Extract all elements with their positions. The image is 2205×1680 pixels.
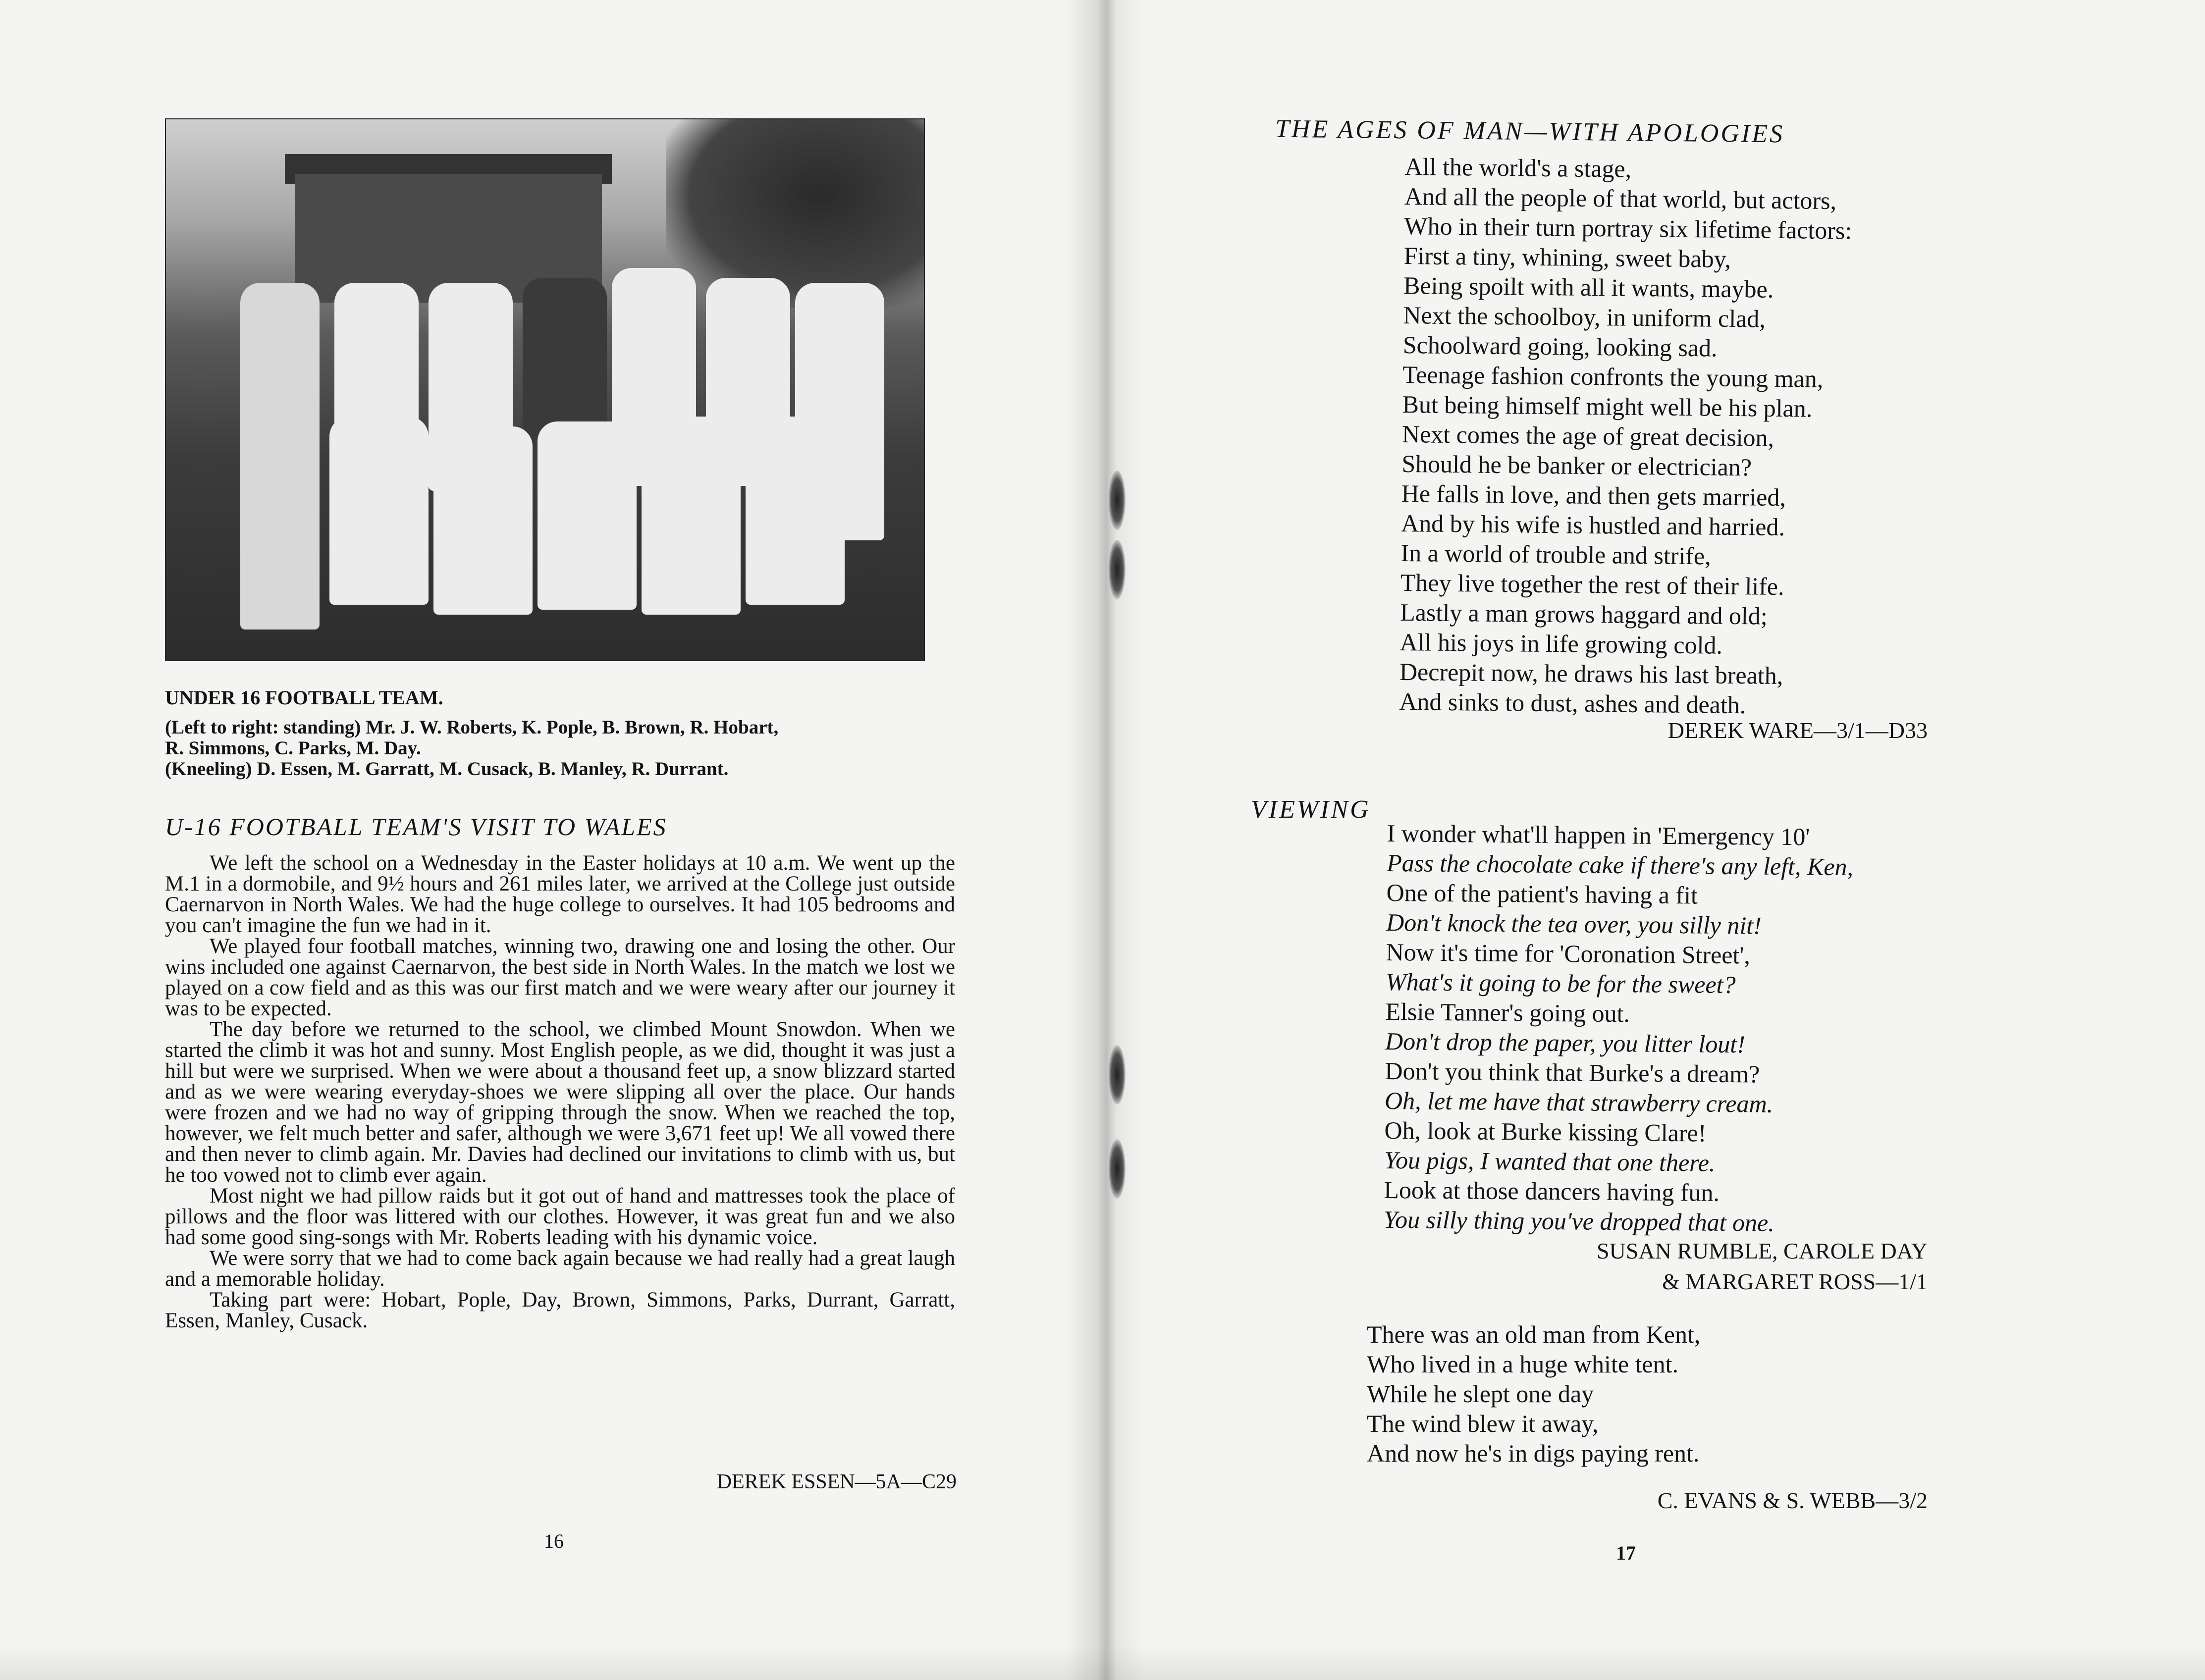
photo-caption	[165, 717, 958, 780]
page-number-right: 17	[1616, 1542, 1636, 1564]
poem-line: Oh, let me have that strawberry cream.	[1384, 1086, 1774, 1118]
poem3-signature: C. EVANS & S. WEBB—3/2	[1657, 1488, 1928, 1513]
paragraph: We played four football matches, winning two, drawing one and losing the other. Our wins included one against Caernarvon, the best side in North Wales. In the match we lost we played on a cow field and as this was our first match and we were weary after our journey it was to be expected.	[165, 935, 955, 1020]
paragraph: We left the school on a Wednesday in the Easter holidays at 10 a.m. We went up the M.1 in a dormobile, and 9½ hours and 261 miles later, we arrived at the College just outside Caernarvon in North Wales. We had the huge college to ourselves. It had 105 bedrooms and you can't imagine the fun we had in it.	[165, 851, 955, 937]
poem-line: Oh, look at Burke kissing Clare!	[1384, 1116, 1707, 1147]
photo-figure	[642, 417, 741, 615]
poem-line: You silly thing you've dropped that one.	[1383, 1205, 1775, 1237]
poem-line: In a world of trouble and strife,	[1400, 538, 1711, 570]
article-title: U-16 FOOTBALL TEAM'S VISIT TO WALES	[165, 813, 667, 840]
poem-line: One of the patient's having a fit	[1386, 878, 1698, 909]
paragraph: The day before we returned to the school, we climbed Mount Snowdon. When we started the climb it was hot and sunny. Most English people, as we did, thought it was just a hill but were we surprised. When we were about a thousand feet up, a snow blizzard started and as we were wearing everyday-shoes we were slipping all over the place. Our hands were frozen and we had no way of gripping through the snow. When we reached the top, however, we felt much better and safer, although we were 3,671 feet up! We all vowed there and then never to climb again. Mr. Davies had declined our invitations to climb with us, but he too vowed not to climb ever again.	[165, 1018, 955, 1187]
poem-line: I wonder what'll happen in 'Emergency 10'	[1387, 819, 1810, 851]
poem2-signature-line: SUSAN RUMBLE, CAROLE DAY	[1597, 1238, 1928, 1263]
caption-line: (Left to right: standing) Mr. J. W. Roberts, K. Pople, B. Brown, R. Hobart,	[165, 717, 779, 738]
binding-hole	[1109, 471, 1126, 530]
caption-line: R. Simmons, C. Parks, M. Day.	[165, 737, 421, 759]
poem1-signature: DEREK WARE—3/1—D33	[1667, 718, 1928, 743]
poem-line: Don't knock the tea over, you silly nit!	[1386, 908, 1762, 940]
poem-line: Next the schoolboy, in uniform clad,	[1403, 301, 1766, 333]
poem-line: Lastly a man grows haggard and old;	[1399, 598, 1768, 630]
poem-line: And by his wife is hustled and harried.	[1400, 509, 1785, 541]
poem-line: The wind blew it away,	[1367, 1410, 1599, 1437]
poem-line: All the world's a stage,	[1404, 152, 1632, 183]
poem-line: Schoolward going, looking sad.	[1402, 330, 1718, 362]
poem-line: And now he's in digs paying rent.	[1367, 1439, 1700, 1467]
article-body	[165, 853, 955, 1331]
poem-line: Should he be banker or electrician?	[1401, 449, 1752, 481]
poem-line: Don't you think that Burke's a dream?	[1385, 1056, 1760, 1088]
poem2-signature-line: & MARGARET ROSS—1/1	[1662, 1269, 1928, 1294]
poem-line: Now it's time for 'Coronation Street',	[1386, 938, 1751, 969]
book-spine-shadow	[1065, 0, 1144, 1680]
poem-line: They live together the rest of their life.	[1400, 568, 1784, 601]
poem-title-viewing: VIEWING	[1251, 795, 1371, 824]
poem-line: There was an old man from Kent,	[1367, 1320, 1701, 1348]
team-photo	[165, 118, 925, 661]
poem-line: What's it going to be for the sweet?	[1385, 967, 1736, 999]
poem-line: Look at those dancers having fun.	[1384, 1175, 1720, 1207]
poem-line: He falls in love, and then gets married,	[1401, 479, 1786, 512]
poem-ages-of-man	[1399, 152, 1853, 721]
paragraph: We were sorry that we had to come back again because we had really had a great laugh and a memorable holiday.	[165, 1247, 955, 1291]
poem2-signature	[1597, 1236, 1928, 1297]
poem-line: Don't drop the paper, you litter lout!	[1385, 1027, 1746, 1058]
poem-viewing	[1384, 818, 1854, 1238]
caption-line: (Kneeling) D. Essen, M. Garratt, M. Cusack, B. Manley, R. Durrant.	[165, 758, 729, 780]
poem-line: But being himself might well be his plan.	[1402, 390, 1813, 422]
binding-hole	[1109, 1045, 1126, 1104]
photo-figure	[433, 426, 533, 615]
photo-figure	[329, 417, 429, 605]
photo-trees	[666, 119, 924, 308]
poem-line: Elsie Tanner's going out.	[1385, 997, 1630, 1028]
poem-line: Who lived in a huge white tent.	[1367, 1350, 1679, 1378]
photo-figure	[746, 417, 845, 605]
poem-line: Being spoilt with all it wants, maybe.	[1403, 271, 1774, 303]
poem-line: While he slept one day	[1367, 1380, 1594, 1408]
binding-hole	[1109, 540, 1126, 599]
poem-line: Who in their turn portray six lifetime factors:	[1404, 211, 1852, 245]
poem-line: Decrepit now, he draws his last breath,	[1399, 657, 1783, 690]
poem-line: And sinks to dust, ashes and death.	[1399, 687, 1746, 719]
binding-hole	[1109, 1139, 1126, 1199]
poem-line: And all the people of that world, but actors,	[1404, 182, 1837, 215]
paragraph: Taking part were: Hobart, Pople, Day, Brown, Simmons, Parks, Durrant, Garratt, Essen, Manley, Cusack.	[165, 1288, 955, 1332]
page-bottom-edge	[0, 1644, 2205, 1680]
poem-line: You pigs, I wanted that one there.	[1384, 1146, 1716, 1177]
page-number-left: 16	[544, 1530, 564, 1552]
photo-figure	[240, 283, 320, 630]
article-signature: DEREK ESSEN—5A—C29	[716, 1470, 957, 1493]
poem-line: All his joys in life growing cold.	[1399, 628, 1723, 659]
poem-title-ages-of-man: THE AGES OF MAN—WITH APOLOGIES	[1275, 114, 1785, 149]
paragraph: Most night we had pillow raids but it got out of hand and mattresses took the place of pillows and the floor was littered with our clothes. However, it was great fun and we also had some good sing-songs with Mr. Roberts leading with his dynamic voice.	[165, 1184, 955, 1249]
photo-figure	[538, 421, 637, 610]
poem-limerick	[1367, 1319, 1700, 1468]
photo-caption-title: UNDER 16 FOOTBALL TEAM.	[165, 686, 443, 709]
poem-line: Pass the chocolate cake if there's any left, Ken,	[1386, 848, 1854, 881]
poem-line: Teenage fashion confronts the young man,	[1402, 360, 1824, 393]
poem-line: Next comes the age of great decision,	[1401, 420, 1775, 452]
poem-line: First a tiny, whining, sweet baby,	[1403, 241, 1731, 273]
